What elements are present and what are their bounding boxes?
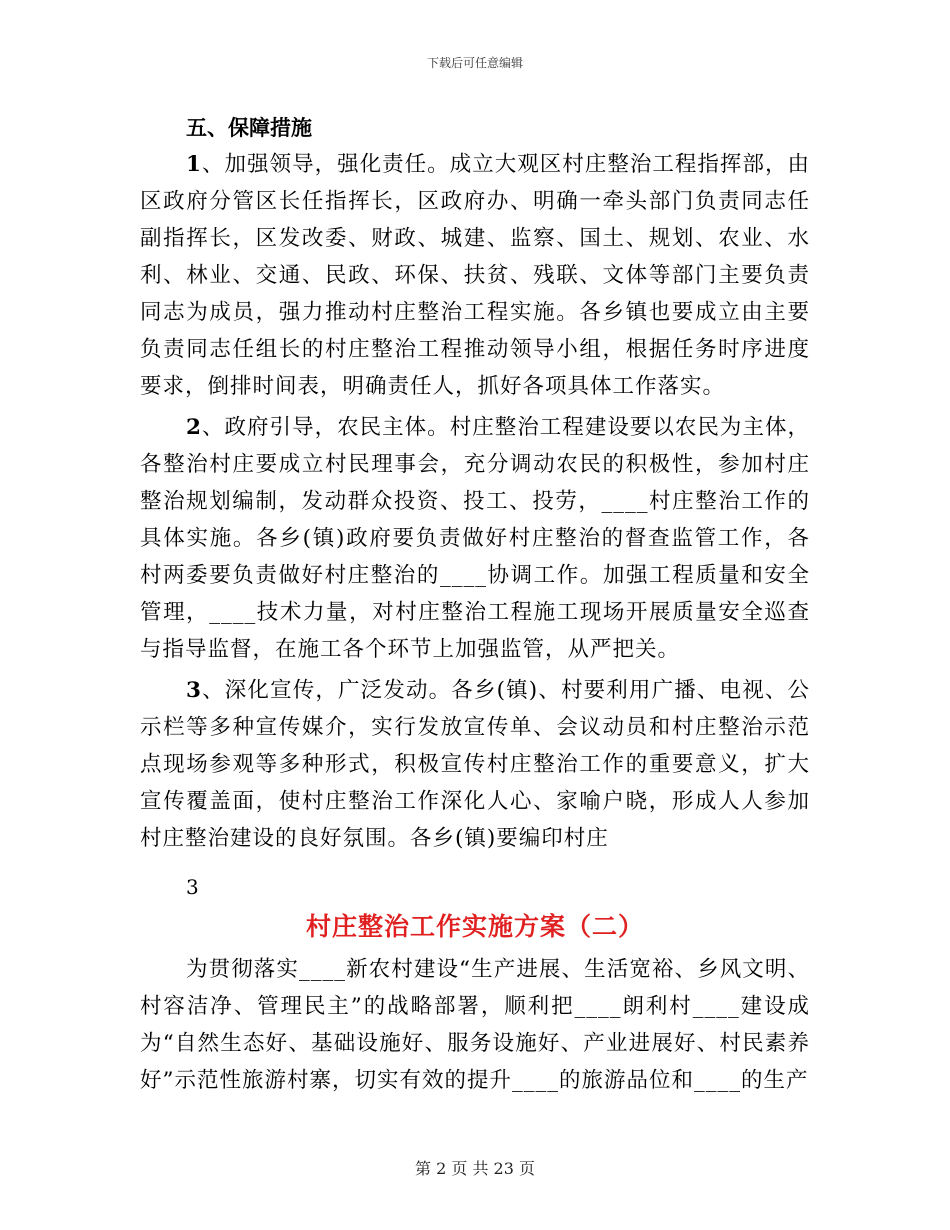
paragraph-number: 2: [186, 415, 202, 440]
section-heading: 五、保障措施: [186, 115, 312, 140]
paragraph-3: [140, 672, 810, 857]
paragraph-2: [140, 409, 810, 668]
page-content: [140, 112, 810, 1099]
paragraph-number: 1: [186, 152, 202, 177]
intro-paragraph: 为贯彻落实____新农村建设“生产进展、生活宽裕、乡风文明、村容洁净、管理民主”的战略部署，顺利把____朗利村____建设成为“自然生态好、基础设施好、服务设施好、产业进展好、村民素养好”示范性旅游村寨，切实有效的提升____的旅游品位和____的生产: [140, 957, 810, 1093]
page-header: 下载后可任意编辑: [426, 56, 523, 70]
paragraph-1: [140, 146, 810, 405]
page-marker: 3: [186, 875, 199, 899]
paragraph-text: 、深化宣传，广泛发动。各乡(镇)、村要利用广播、电视、公示栏等多种宣传媒介，实行发放宣传单、会议动员和村庄整治示范点现场参观等多种形式，积极宣传村庄整治工作的重要意义，扩大宣传覆盖面，使村庄整治工作深化人心、家喻户晓，形成人人参加村庄整治建设的良好氛围。各乡(镇)要编印村庄: [140, 678, 810, 851]
paragraph-number: 3: [186, 678, 202, 703]
document-title: 村庄整治工作实施方案（二）: [305, 912, 644, 941]
paragraph-text: 、政府引导，农民主体。村庄整治工程建设要以农民为主体，各整治村庄要成立村民理事会，充分调动农民的积极性，参加村庄整治规划编制，发动群众投资、投工、投劳，____村庄整治工作的具体实施。各乡(镇)政府要负责做好村庄整治的督查监管工作，各村两委要负责做好村庄整治的____协调工作。加强工程质量和安全管理，____技术力量，对村庄整治工程施工现场开展质量安全巡查与指导监督，在施工各个环节上加强监管，从严把关。: [140, 415, 810, 662]
page-footer: 第 2 页 共 23 页: [415, 1159, 535, 1178]
paragraph-text: 、加强领导，强化责任。成立大观区村庄整治工程指挥部，由区政府分管区长任指挥长，区政府办、明确一牵头部门负责同志任副指挥长，区发改委、财政、城建、监察、国土、规划、农业、水利、林业、交通、民政、环保、扶贫、残联、文体等部门主要负责同志为成员，强力推动村庄整治工程实施。各乡镇也要成立由主要负责同志任组长的村庄整治工程推动领导小组，根据任务时序进度要求，倒排时间表，明确责任人，抓好各项具体工作落实。: [140, 152, 810, 399]
